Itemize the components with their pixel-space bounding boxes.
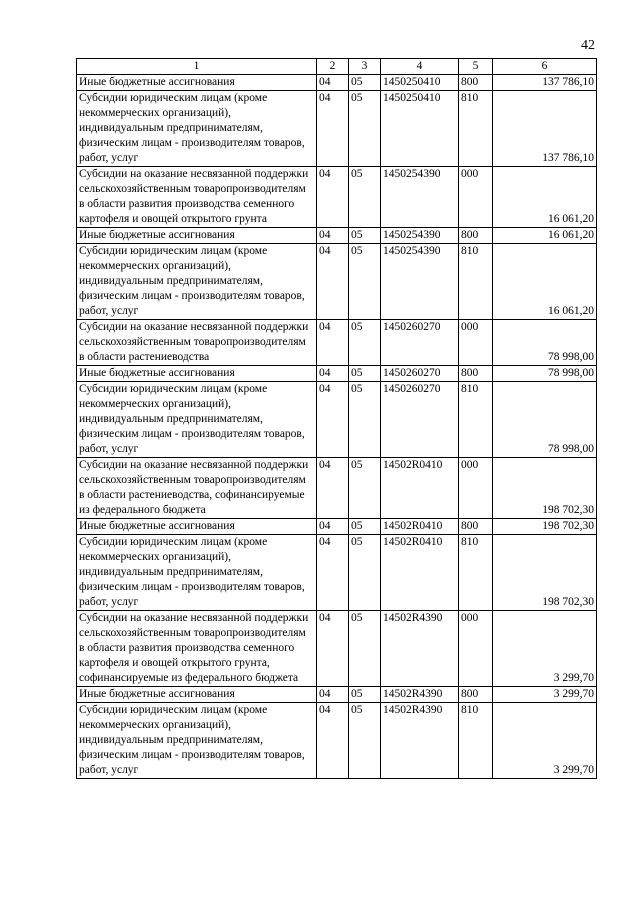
row-expense-type-cell: 800 — [459, 75, 493, 91]
row-expense-type-cell: 800 — [459, 519, 493, 535]
row-section-cell: 04 — [317, 703, 349, 779]
table-header-row — [77, 59, 597, 75]
row-subsection-cell: 05 — [349, 167, 381, 228]
row-subsection-cell: 05 — [349, 320, 381, 366]
row-section-cell: 04 — [317, 167, 349, 228]
row-amount-cell: 16 061,20 — [493, 228, 597, 244]
column-header-1: 1 — [77, 59, 317, 75]
column-header-4: 4 — [381, 59, 459, 75]
row-section-cell: 04 — [317, 244, 349, 320]
row-target-code-cell: 14502R0410 — [381, 458, 459, 519]
row-target-code-cell: 14502R0410 — [381, 535, 459, 611]
row-target-code-cell: 14502R0410 — [381, 519, 459, 535]
row-amount-cell: 198 702,30 — [493, 519, 597, 535]
row-name-cell: Иные бюджетные ассигнования — [77, 687, 317, 703]
table-row — [77, 519, 597, 535]
row-amount-cell: 198 702,30 — [493, 458, 597, 519]
row-expense-type-cell: 000 — [459, 320, 493, 366]
row-name-cell: Субсидии на оказание несвязанной поддержки сельскохозяйственным товаропроизводителям в области развития производства семенного картофеля и овощей открытого грунта — [77, 167, 317, 228]
row-subsection-cell: 05 — [349, 91, 381, 167]
column-header-3: 3 — [349, 59, 381, 75]
column-header-6: 6 — [493, 59, 597, 75]
row-name-cell: Иные бюджетные ассигнования — [77, 366, 317, 382]
table-row — [77, 382, 597, 458]
row-subsection-cell: 05 — [349, 228, 381, 244]
row-subsection-cell: 05 — [349, 75, 381, 91]
row-amount-cell: 16 061,20 — [493, 244, 597, 320]
row-target-code-cell: 1450250410 — [381, 91, 459, 167]
row-expense-type-cell: 800 — [459, 228, 493, 244]
table-row — [77, 75, 597, 91]
row-expense-type-cell: 810 — [459, 91, 493, 167]
row-section-cell: 04 — [317, 228, 349, 244]
row-name-cell: Субсидии юридическим лицам (кроме некоммерческих организаций), индивидуальным предпринимателям, физическим лицам - производителям товаров, работ, услуг — [77, 244, 317, 320]
row-expense-type-cell: 800 — [459, 687, 493, 703]
row-expense-type-cell: 810 — [459, 244, 493, 320]
row-name-cell: Иные бюджетные ассигнования — [77, 75, 317, 91]
row-amount-cell: 3 299,70 — [493, 611, 597, 687]
row-target-code-cell: 1450250410 — [381, 75, 459, 91]
row-amount-cell: 3 299,70 — [493, 703, 597, 779]
row-section-cell: 04 — [317, 382, 349, 458]
row-subsection-cell: 05 — [349, 611, 381, 687]
row-target-code-cell: 14502R4390 — [381, 611, 459, 687]
row-name-cell: Иные бюджетные ассигнования — [77, 228, 317, 244]
row-name-cell: Субсидии юридическим лицам (кроме некоммерческих организаций), индивидуальным предпринимателям, физическим лицам - производителям товаров, работ, услуг — [77, 535, 317, 611]
row-subsection-cell: 05 — [349, 244, 381, 320]
row-subsection-cell: 05 — [349, 382, 381, 458]
row-amount-cell: 3 299,70 — [493, 687, 597, 703]
row-section-cell: 04 — [317, 366, 349, 382]
page-number: 42 — [581, 38, 595, 53]
row-subsection-cell: 05 — [349, 366, 381, 382]
table-row — [77, 458, 597, 519]
row-name-cell: Субсидии на оказание несвязанной поддержки сельскохозяйственным товаропроизводителям в области растениеводства, софинансируемые из федерального бюджета — [77, 458, 317, 519]
row-name-cell: Субсидии юридическим лицам (кроме некоммерческих организаций), индивидуальным предпринимателям, физическим лицам - производителям товаров, работ, услуг — [77, 91, 317, 167]
row-target-code-cell: 1450254390 — [381, 167, 459, 228]
row-target-code-cell: 1450254390 — [381, 244, 459, 320]
column-header-2: 2 — [317, 59, 349, 75]
budget-table — [76, 58, 597, 779]
row-expense-type-cell: 810 — [459, 382, 493, 458]
table-row — [77, 244, 597, 320]
row-section-cell: 04 — [317, 458, 349, 519]
row-target-code-cell: 14502R4390 — [381, 703, 459, 779]
row-name-cell: Иные бюджетные ассигнования — [77, 519, 317, 535]
column-header-5: 5 — [459, 59, 493, 75]
row-name-cell: Субсидии юридическим лицам (кроме некоммерческих организаций), индивидуальным предпринимателям, физическим лицам - производителям товаров, работ, услуг — [77, 703, 317, 779]
row-target-code-cell: 1450260270 — [381, 382, 459, 458]
row-amount-cell: 137 786,10 — [493, 75, 597, 91]
row-amount-cell: 137 786,10 — [493, 91, 597, 167]
row-section-cell: 04 — [317, 687, 349, 703]
row-subsection-cell: 05 — [349, 687, 381, 703]
table-row — [77, 611, 597, 687]
row-subsection-cell: 05 — [349, 458, 381, 519]
row-target-code-cell: 1450260270 — [381, 320, 459, 366]
table-row — [77, 535, 597, 611]
row-expense-type-cell: 810 — [459, 535, 493, 611]
row-expense-type-cell: 810 — [459, 703, 493, 779]
row-subsection-cell: 05 — [349, 703, 381, 779]
row-target-code-cell: 1450254390 — [381, 228, 459, 244]
row-expense-type-cell: 000 — [459, 458, 493, 519]
row-subsection-cell: 05 — [349, 535, 381, 611]
row-amount-cell: 78 998,00 — [493, 366, 597, 382]
row-section-cell: 04 — [317, 611, 349, 687]
table-row — [77, 687, 597, 703]
row-section-cell: 04 — [317, 91, 349, 167]
table-row — [77, 91, 597, 167]
row-name-cell: Субсидии на оказание несвязанной поддержки сельскохозяйственным товаропроизводителям в области растениеводства — [77, 320, 317, 366]
table-row — [77, 366, 597, 382]
row-expense-type-cell: 000 — [459, 167, 493, 228]
row-amount-cell: 78 998,00 — [493, 382, 597, 458]
row-amount-cell: 198 702,30 — [493, 535, 597, 611]
row-expense-type-cell: 000 — [459, 611, 493, 687]
row-amount-cell: 16 061,20 — [493, 167, 597, 228]
table-body — [77, 59, 597, 779]
row-name-cell: Субсидии юридическим лицам (кроме некоммерческих организаций), индивидуальным предпринимателям, физическим лицам - производителям товаров, работ, услуг — [77, 382, 317, 458]
row-name-cell: Субсидии на оказание несвязанной поддержки сельскохозяйственным товаропроизводителям в области развития производства семенного картофеля и овощей открытого грунта, софинансируемые из федерального бюджета — [77, 611, 317, 687]
table-row — [77, 228, 597, 244]
row-section-cell: 04 — [317, 75, 349, 91]
table-row — [77, 703, 597, 779]
row-expense-type-cell: 800 — [459, 366, 493, 382]
table-row — [77, 167, 597, 228]
row-target-code-cell: 1450260270 — [381, 366, 459, 382]
row-section-cell: 04 — [317, 535, 349, 611]
row-subsection-cell: 05 — [349, 519, 381, 535]
row-amount-cell: 78 998,00 — [493, 320, 597, 366]
row-section-cell: 04 — [317, 519, 349, 535]
row-section-cell: 04 — [317, 320, 349, 366]
table-row — [77, 320, 597, 366]
row-target-code-cell: 14502R4390 — [381, 687, 459, 703]
